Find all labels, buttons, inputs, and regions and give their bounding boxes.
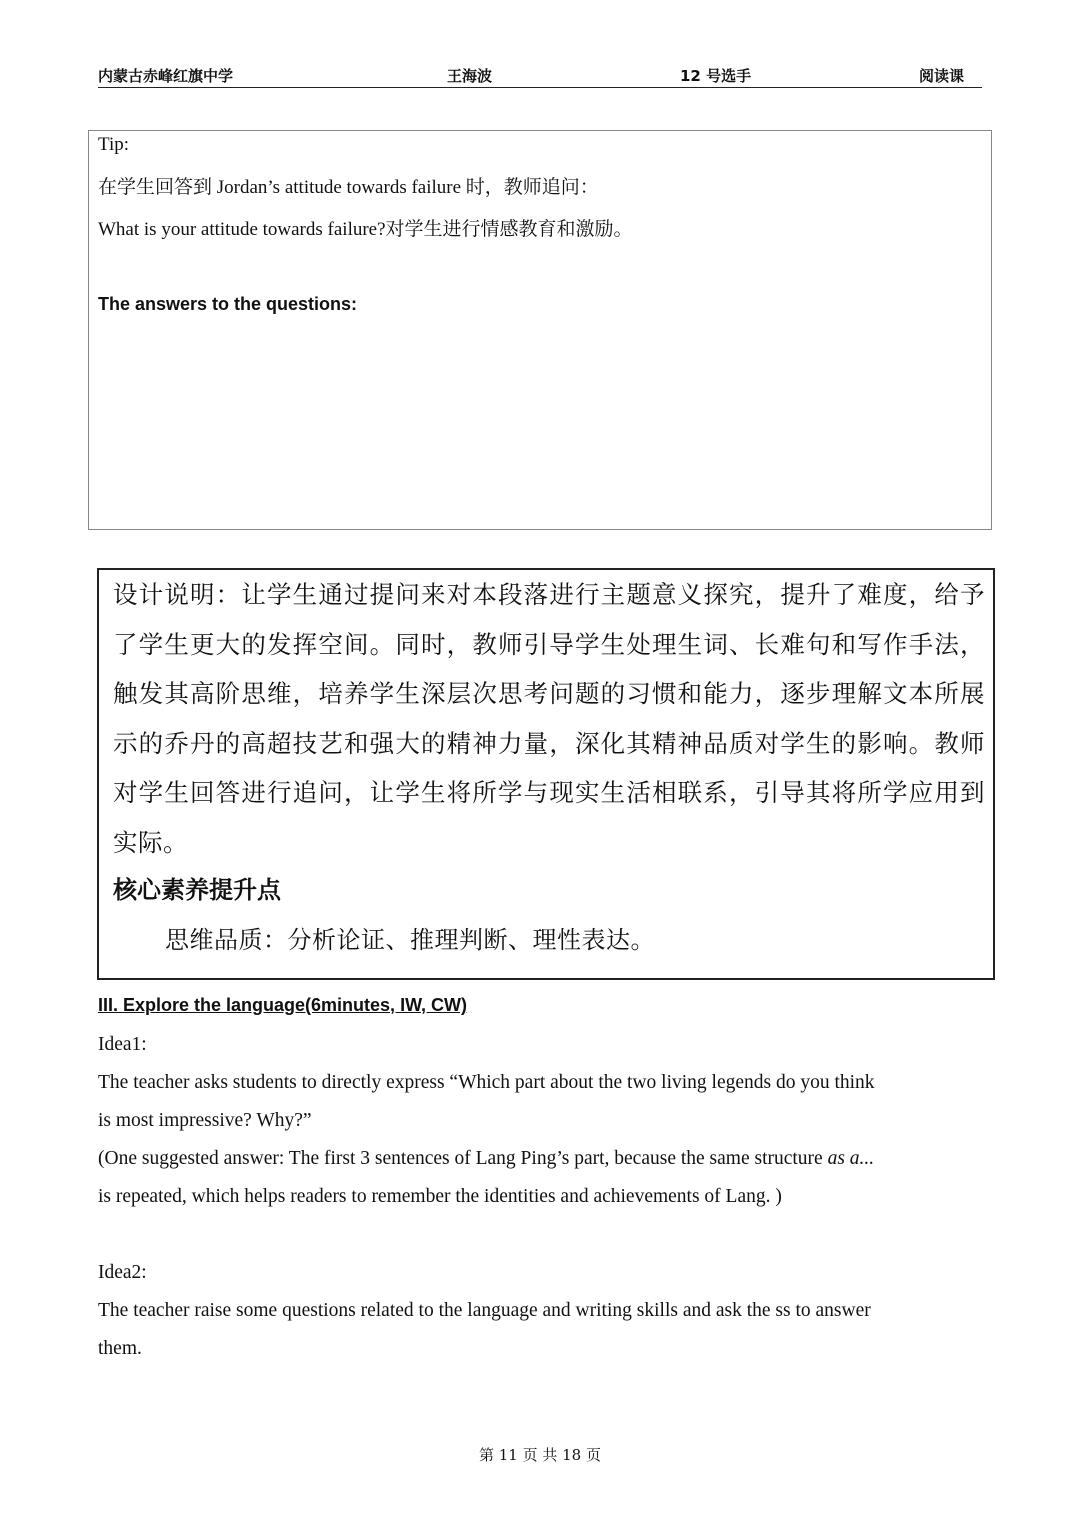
header-teacher: 王海波 [447,67,493,85]
page-number: 第 11 页 共 18 页 [478,1446,601,1464]
header-divider [98,87,982,88]
idea2-line-2: them. [98,1338,142,1359]
idea1-answer-italic: as a... [827,1148,875,1169]
idea1-answer-text: (One suggested answer: The first 3 sentences of Lang Ping’s part, because the same structure [98,1148,828,1169]
answers-heading: The answers to the questions: [98,294,358,314]
section-heading: III. Explore the language(6minutes, IW, CW) [98,995,468,1015]
idea1-answer-line-2: is repeated, which helps readers to remember the identities and achievements of Lang. ) [98,1186,782,1207]
core-literacy-title: 核心素养提升点 [113,875,281,904]
idea1-line-1: The teacher asks students to directly express “Which part about the two living legends do you think [98,1072,875,1093]
idea1-label: Idea1: [98,1034,147,1055]
header-school: 内蒙古赤峰红旗中学 [98,67,234,85]
tip-line-2: What is your attitude towards failure?对学生进行情感教育和激励。 [98,219,633,240]
idea2-line-1: The teacher raise some questions related to the language and writing skills and ask the ss to answer [98,1300,871,1321]
tip-label: Tip: [98,134,129,155]
idea1-answer-line-1 [98,1140,986,1178]
idea1-line-2: is most impressive? Why?” [98,1110,312,1131]
header-lesson: 阅读课 [919,67,965,85]
idea2-label: Idea2: [98,1262,147,1283]
tip-line-1: 在学生回答到 Jordan’s attitude towards failure 时，教师追问： [98,177,599,198]
core-literacy-text: 思维品质：分析论证、推理判断、理性表达。 [165,926,655,954]
design-paragraph: 设计说明：让学生通过提问来对本段落进行主题意义探究，提升了难度，给予了学生更大的发挥空间。同时，教师引导学生处理生词、长难句和写作手法，触发其高阶思维，培养学生深层次思考问题的习惯和能力，逐步理解文本所展示的乔丹的高超技艺和强大的精神力量，深化其精神品质对学生的影响。教师对学生回答进行追问，让学生将所学与现实生活相联系，引导其将所学应用到实际。 [113,580,985,857]
header-player: 12 号选手 [680,67,752,85]
